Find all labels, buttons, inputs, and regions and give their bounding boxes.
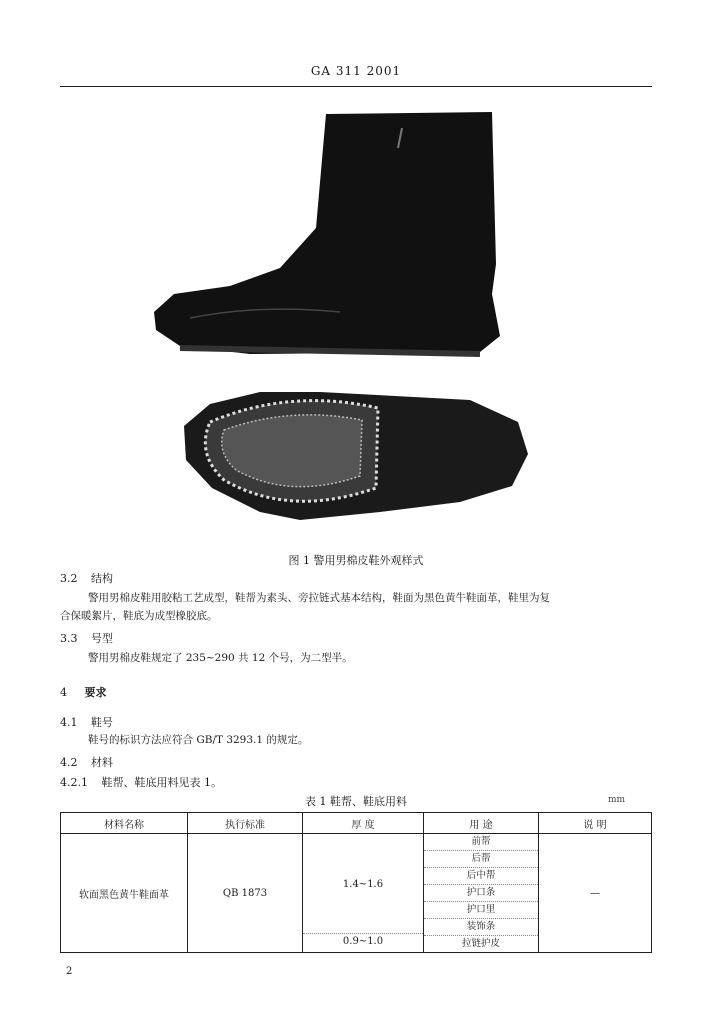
thickness-value: 0.9~1.0 (303, 933, 423, 950)
section-3-2-heading (60, 570, 113, 586)
thickness-value: 1.4~1.6 (342, 878, 384, 890)
section-number: 4.2 (60, 756, 78, 769)
materials-table (60, 812, 652, 953)
section-number: 3.3 (60, 632, 78, 645)
section-title: 结构 (91, 572, 113, 585)
section-3-3-text: 警用男棉皮鞋规定了 235~290 共 12 个号，为二型半。 (88, 652, 353, 664)
section-number: 4.2.1 (60, 776, 88, 789)
page-number: 2 (66, 966, 73, 977)
use-item: 前帮 (424, 834, 538, 851)
section-number: 3.2 (60, 572, 78, 585)
section-4-2-heading (60, 754, 113, 770)
table-header-cell: 说 明 (539, 813, 652, 834)
section-4-1-heading (60, 714, 113, 730)
section-3-2-text-line2: 合保暖絮片，鞋底为成型橡胶底。 (60, 610, 218, 622)
header-rule (60, 86, 652, 87)
use-item: 后帮 (424, 851, 538, 868)
table-caption: 表 1 鞋帮、鞋底用料 (305, 795, 407, 808)
use-item: 后中帮 (424, 868, 538, 885)
use-item: 护口里 (424, 902, 538, 919)
section-4-1-text: 鞋号的标识方法应符合 GB/T 3293.1 的规定。 (88, 734, 309, 746)
section-number: 4.1 (60, 716, 78, 729)
section-3-3-heading (60, 630, 113, 646)
section-4-2-1-heading (60, 774, 222, 790)
use-item: 拉链护皮 (461, 938, 500, 949)
section-4-heading (60, 684, 107, 700)
standard-cell: QB 1873 (188, 834, 303, 953)
table-header-cell: 材料名称 (61, 813, 188, 834)
uses-cell (424, 834, 539, 953)
section-title: 要求 (84, 686, 107, 699)
section-title: 鞋号 (91, 716, 113, 729)
note-cell: — (539, 834, 652, 953)
section-title: 材料 (91, 756, 113, 769)
boot-side-image (154, 112, 500, 354)
table-unit: mm (608, 795, 626, 805)
section-3-2-text-line1: 警用男棉皮鞋用胶粘工艺成型，鞋帮为素头、旁拉链式基本结构，鞋面为黑色黄牛鞋面革，鞋里为复 (88, 592, 550, 604)
table-header-cell: 厚 度 (303, 813, 424, 834)
table-row (61, 834, 652, 953)
table-header-cell: 用 途 (424, 813, 539, 834)
figure-caption: 图 1 警用男棉皮鞋外观样式 (288, 554, 424, 567)
section-title: 号型 (91, 632, 113, 645)
use-item: 护口条 (424, 885, 538, 902)
section-number: 4 (60, 686, 67, 699)
material-name-cell: 软面黑色黄牛鞋面革 (61, 834, 188, 953)
table-header-cell: 执行标准 (188, 813, 303, 834)
table-header-row (61, 813, 652, 834)
use-item: 装饰条 (424, 919, 538, 936)
boot-figure (140, 108, 560, 528)
header-code: GA 311 2001 (310, 64, 402, 78)
section-title: 鞋帮、鞋底用料见表 1。 (101, 776, 222, 789)
thickness-cell (303, 834, 424, 953)
